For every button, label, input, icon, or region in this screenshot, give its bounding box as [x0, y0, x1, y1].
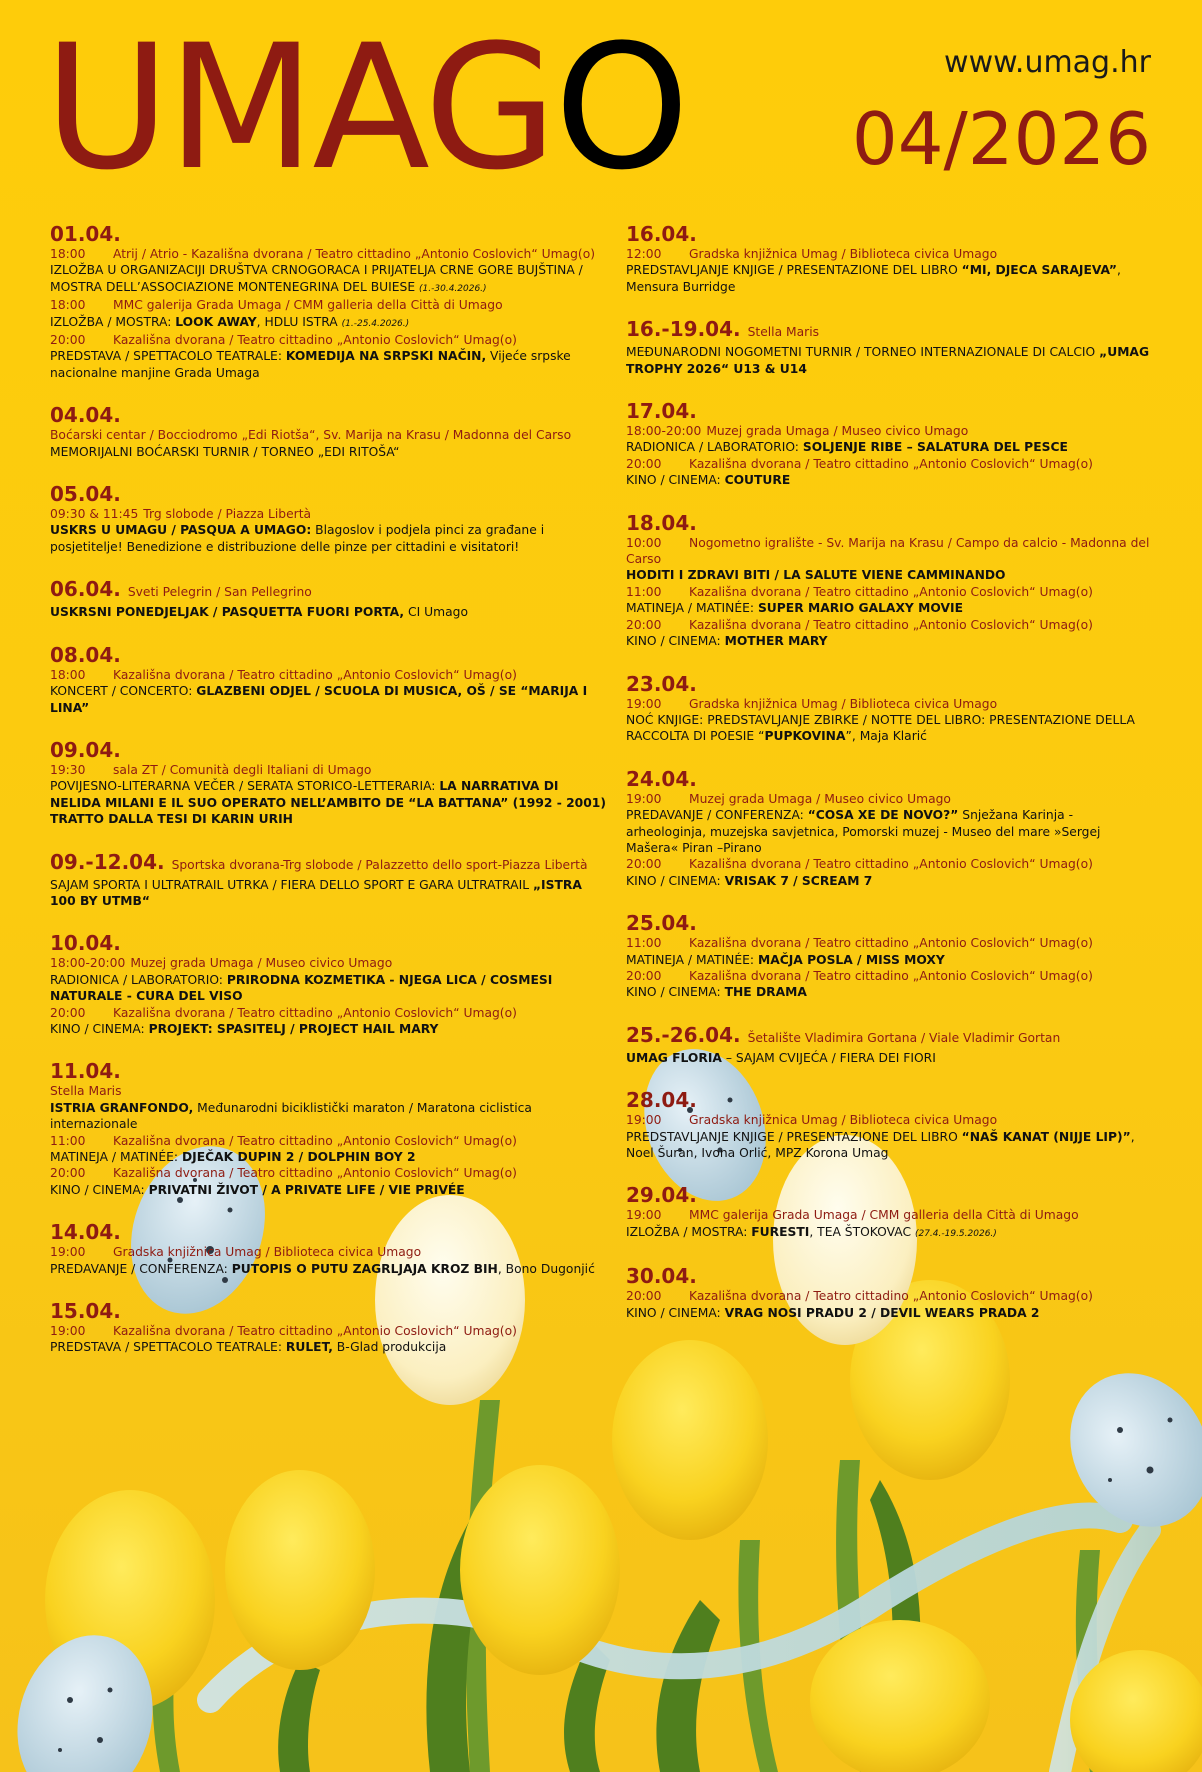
event-time: 11:00	[626, 584, 662, 599]
event-venue: Kazališna dvorana / Teatro cittadino „Antonio Coslovich“ Umag(o)	[113, 1166, 517, 1181]
event-time: 20:00	[50, 333, 86, 348]
event-title: PRIVATNI ŽIVOT / A PRIVATE LIFE / VIE PRIVÉE	[148, 1182, 465, 1197]
event-day	[626, 1088, 1156, 1161]
event-title: PUPKOVINA	[764, 729, 846, 744]
event-text: KINO / CINEMA:	[50, 1182, 149, 1197]
event-text: , Bono Dugonjić	[497, 1261, 595, 1276]
event-time: 11:00	[50, 1133, 86, 1148]
event-date: 16.04.	[626, 222, 697, 246]
event-description	[626, 984, 1156, 1000]
event-day	[626, 511, 1156, 650]
event-day	[626, 399, 1156, 489]
event-title: VRISAK 7 / SCREAM 7	[724, 873, 873, 888]
event-day	[50, 403, 610, 460]
event-text: SAJAM SPORTA I ULTRATRAIL UTRKA / FIERA DELLO SPORT E GARA ULTRATRAIL	[50, 877, 533, 892]
event-day	[50, 482, 610, 555]
event-title: THE DRAMA	[724, 985, 807, 1000]
event-text: MATINEJA / MATINÉE:	[626, 601, 758, 616]
event-day	[50, 1299, 610, 1356]
event-venue: Sveti Pelegrin / San Pellegrino	[127, 585, 312, 600]
event-description	[50, 348, 610, 381]
event-venue: Muzej grada Umaga / Museo civico Umago	[706, 424, 969, 439]
event-title: MOTHER MARY	[724, 634, 828, 649]
event-text: KINO / CINEMA:	[626, 1305, 725, 1320]
event-description	[50, 1339, 610, 1355]
event-venue: Muzej grada Umaga / Museo civico Umago	[689, 791, 951, 806]
event-date-line	[626, 1023, 1156, 1050]
event-title: “NAŠ KANAT (NIJJE LIP)”	[961, 1129, 1131, 1144]
event-text: KINO / CINEMA:	[626, 985, 725, 1000]
event-venue-line	[50, 1244, 610, 1260]
event-time: 20:00	[50, 1166, 86, 1181]
event-text: PREDSTAVA / SPETTACOLO TEATRALE:	[50, 349, 286, 364]
event-venue: Kazališna dvorana / Teatro cittadino „Antonio Coslovich“ Umag(o)	[113, 333, 517, 348]
event-title: COUTURE	[724, 473, 791, 488]
event-date-line	[626, 1264, 1156, 1288]
event-text: KINO / CINEMA:	[626, 473, 725, 488]
event-title: PRIRODNA KOZMETIKA - NJEGA LICA / COSMESI NATURALE - CURA DEL VISO	[50, 972, 553, 1004]
event-title: USKRSNI PONEDJELJAK / PASQUETTA FUORI PORTA,	[50, 605, 405, 620]
event-venue: Kazališna dvorana / Teatro cittadino „Antonio Coslovich“ Umag(o)	[113, 667, 517, 682]
event-time: 20:00	[50, 1005, 86, 1020]
event-text: , HDLU ISTRA	[256, 314, 342, 329]
event-time: 19:00	[626, 1208, 662, 1223]
event-text: MEĐUNARODNI NOGOMETNI TURNIR / TORNEO INTERNAZIONALE DI CALCIO	[626, 345, 1100, 360]
event-venue-line	[50, 955, 610, 971]
event-date-line	[50, 1220, 610, 1244]
event-date-line	[50, 482, 610, 506]
event-title: PUTOPIS O PUTU ZAGRLJAJA KROZ BIH	[231, 1261, 498, 1276]
event-venue-line	[50, 1083, 610, 1099]
event-date: 23.04.	[626, 671, 697, 696]
event-description	[626, 1050, 1156, 1066]
event-title: LA NARRATIVA DI NELIDA MILANI E IL SUO OPERATO NELL’AMBITO DE “LA BATTANA” (1992 - 2001) TRATTO DALLA TESI DI KARIN URIH	[50, 779, 606, 827]
event-description	[626, 567, 1156, 583]
event-venue: Stella Maris	[747, 325, 820, 340]
event-date-line	[626, 672, 1156, 696]
event-day	[626, 1023, 1156, 1066]
event-description	[626, 472, 1156, 488]
website-url[interactable]: www.umag.hr	[944, 45, 1151, 80]
event-time: 20:00	[626, 456, 662, 471]
issue-month: 04/2026	[851, 97, 1151, 181]
event-title: “MI, DJECA SARAJEVA”	[961, 263, 1118, 278]
event-date-line	[50, 643, 610, 667]
event-description	[626, 1224, 1156, 1242]
event-date: 08.04.	[50, 642, 121, 667]
event-title: DJEČAK DUPIN 2 / DOLPHIN BOY 2	[181, 1150, 416, 1164]
event-day	[50, 577, 610, 620]
event-venue: Muzej grada Umaga / Museo civico Umago	[130, 956, 393, 971]
event-date-range: (27.4.-19.5.2026.)	[914, 1228, 997, 1239]
city-title	[44, 7, 687, 208]
event-venue: Gradska knjižnica Umag / Biblioteca civica Umago	[689, 1113, 998, 1128]
event-time: 19:00	[626, 1113, 662, 1128]
event-day	[50, 1220, 610, 1277]
event-day	[626, 317, 1156, 377]
event-title: PROJEKT: SPASITELJ / PROJECT HAIL MARY	[148, 1021, 439, 1036]
event-venue-line	[50, 427, 610, 443]
event-description	[626, 633, 1156, 649]
event-date-line	[50, 1299, 610, 1323]
event-description	[626, 344, 1156, 377]
event-day	[50, 931, 610, 1037]
event-venue: Kazališna dvorana / Teatro cittadino „Antonio Coslovich“ Umag(o)	[689, 617, 1093, 632]
event-text: IZLOŽBA / MOSTRA:	[50, 314, 176, 329]
event-description	[626, 952, 1156, 968]
event-day	[50, 850, 610, 910]
event-venue: MMC galerija Grada Umaga / CMM galleria della Città di Umago	[113, 298, 503, 313]
event-venue-line	[626, 584, 1156, 600]
event-venue-line	[626, 1288, 1156, 1304]
event-description	[50, 778, 610, 827]
event-text: MATINEJA / MATINÉE:	[626, 952, 758, 967]
event-time: 19:00	[626, 696, 662, 711]
event-venue: Stella Maris	[50, 1084, 122, 1099]
event-text: Blagoslov i podjela pinci za građane i posjetitelje! Benedizione e distribuzione delle pinze per cittadini e visitatori!	[50, 523, 545, 554]
event-description	[50, 877, 610, 910]
event-venue-line	[626, 1207, 1156, 1223]
event-date: 01.04.	[50, 222, 121, 246]
event-venue: Šetalište Vladimira Gortana / Viale Vladimir Gortan	[747, 1030, 1061, 1045]
event-venue-line	[50, 1005, 610, 1021]
event-date-line	[50, 222, 610, 246]
event-time: 18:00-20:00	[626, 424, 702, 439]
event-day	[626, 672, 1156, 745]
event-date-range: (1.-30.4.2026.)	[419, 283, 487, 294]
event-venue-line	[626, 246, 1156, 262]
event-text: Vijeće srpske nacionalne manjine Grada Umaga	[50, 349, 571, 380]
event-venue: Kazališna dvorana / Teatro cittadino „Antonio Coslovich“ Umag(o)	[689, 584, 1093, 599]
event-date-line	[50, 931, 610, 955]
event-time: 20:00	[626, 1289, 662, 1304]
event-date: 11.04.	[50, 1059, 121, 1084]
event-title: „UMAG TROPHY 2026“ U13 & U14	[626, 345, 1150, 376]
event-date: 25.04.	[626, 911, 697, 936]
event-text: PREDAVANJE / CONFERENZA:	[626, 808, 808, 823]
event-description	[626, 1129, 1156, 1162]
event-date-line	[50, 850, 610, 877]
event-text: RADIONICA / LABORATORIO:	[50, 972, 227, 987]
event-text: KINO / CINEMA:	[50, 1021, 149, 1036]
event-date-line	[50, 403, 610, 427]
event-date-line	[50, 1059, 610, 1083]
event-text: , TEA ŠTOKOVAC	[809, 1224, 915, 1239]
event-text: PREDSTAVLJANJE KNJIGE / PRESENTAZIONE DEL LIBRO	[626, 1129, 962, 1144]
event-venue: Gradska knjižnica Umag / Biblioteca civica Umago	[689, 247, 998, 261]
event-text: PREDSTAVLJANJE KNJIGE / PRESENTAZIONE DEL LIBRO	[626, 263, 962, 278]
events-column-left	[50, 222, 610, 1378]
event-text: RADIONICA / LABORATORIO:	[626, 440, 803, 455]
event-time: 19:00	[626, 791, 662, 806]
event-venue-line	[50, 762, 610, 778]
event-text: KINO / CINEMA:	[626, 873, 725, 888]
event-venue-line	[50, 297, 610, 313]
event-text: B-Glad produkcija	[332, 1340, 447, 1355]
event-time: 11:00	[626, 936, 662, 951]
event-text: CI Umago	[404, 605, 468, 620]
city-title-last-letter: O	[554, 7, 687, 208]
event-date: 17.04.	[626, 399, 697, 424]
event-time: 19:00	[50, 1324, 86, 1339]
event-venue-line	[626, 696, 1156, 712]
event-date-line	[626, 399, 1156, 423]
event-date: 29.04.	[626, 1183, 697, 1208]
event-day	[50, 1059, 610, 1198]
city-title-main: UMAG	[44, 7, 555, 208]
event-venue-line	[626, 968, 1156, 984]
event-time: 09:30 & 11:45	[50, 507, 139, 522]
event-description	[50, 262, 610, 297]
event-title: USKRS U UMAGU / PASQUA A UMAGO:	[50, 523, 312, 538]
event-description	[50, 444, 610, 460]
event-text: PREDSTAVA / SPETTACOLO TEATRALE:	[50, 1340, 286, 1355]
event-time: 19:00	[50, 1245, 86, 1260]
event-venue: Sportska dvorana-Trg slobode / Palazzetto dello sport-Piazza Libertà	[171, 857, 588, 872]
event-description	[626, 873, 1156, 889]
event-time: 19:30	[50, 762, 86, 777]
event-text: KINO / CINEMA:	[626, 634, 725, 649]
event-day	[626, 911, 1156, 1001]
event-venue: Atrij / Atrio - Kazališna dvorana / Teatro cittadino „Antonio Coslovich“ Umag(o)	[113, 247, 596, 261]
event-venue-line	[50, 1323, 610, 1339]
event-text: MATINEJA / MATINÉE:	[50, 1150, 182, 1164]
event-title: ISTRIA GRANFONDO,	[50, 1100, 194, 1115]
event-text: ”, Maja Klarić	[845, 729, 927, 744]
event-description	[50, 1021, 610, 1037]
event-description	[50, 314, 610, 332]
event-time: 18:00	[50, 298, 86, 313]
event-title: FURESTI	[751, 1224, 810, 1239]
event-venue: Kazališna dvorana / Teatro cittadino „Antonio Coslovich“ Umag(o)	[689, 968, 1093, 983]
event-venue-line	[50, 1133, 610, 1149]
event-text: – SAJAM CVIJEĆA / FIERA DEI FIORI	[721, 1050, 936, 1065]
event-time: 20:00	[626, 968, 662, 983]
event-date: 09.04.	[50, 737, 121, 762]
event-date-line	[626, 767, 1156, 791]
event-title: RULET,	[285, 1340, 333, 1355]
event-venue-line	[50, 1165, 610, 1181]
event-time: 18:00-20:00	[50, 956, 126, 971]
event-text: , Mensura Burridge	[626, 263, 1121, 294]
event-text: NOĆ KNJIGE: PREDSTAVLJANJE ZBIRKE / NOTTE DEL LIBRO: PRESENTAZIONE DELLA RACCOLTA DI POESIE “	[626, 712, 1135, 744]
event-description	[50, 683, 610, 716]
event-date: 14.04.	[50, 1220, 121, 1245]
event-text: IZLOŽBA U ORGANIZACIJI DRUŠTVA CRNOGORACA I PRIJATELJA CRNE GORE BUJŠTINA / MOSTRA DELL’ASSOCIAZIONE MONTENEGRINA DEL BUIESE	[50, 263, 583, 294]
event-venue-line	[626, 856, 1156, 872]
event-venue-line	[626, 1112, 1156, 1128]
event-title: MAČJA POSLA / MISS MOXY	[757, 952, 945, 967]
event-venue: Kazališna dvorana / Teatro cittadino „Antonio Coslovich“ Umag(o)	[113, 1005, 517, 1020]
event-date: 04.04.	[50, 403, 121, 428]
event-time: 12:00	[626, 247, 662, 261]
event-title: LOOK AWAY	[175, 314, 257, 329]
event-title: „ISTRA 100 BY UTMB“	[50, 877, 582, 908]
event-time: 18:00	[50, 667, 86, 682]
event-description	[626, 439, 1156, 455]
event-date: 25.-26.04.	[626, 1022, 741, 1047]
event-venue-line	[50, 332, 610, 348]
event-venue-line	[626, 791, 1156, 807]
event-venue: Kazališna dvorana / Teatro cittadino „Antonio Coslovich“ Umag(o)	[113, 1324, 517, 1339]
event-venue: Boćarski centar / Bocciodromo „Edi Riotša“, Sv. Marija na Krasu / Madonna del Carso	[50, 428, 572, 443]
event-title: SUPER MARIO GALAXY MOVIE	[757, 601, 963, 616]
event-date-range: (1.-25.4.2026.)	[341, 318, 410, 329]
event-text: Snježana Karinja - arheologinja, muzejska savjetnica, Pomorski muzej - Museo del mare »Sergej Mašera« Piran –Pirano	[626, 808, 1101, 855]
event-day	[626, 767, 1156, 889]
event-venue-line	[50, 506, 610, 522]
event-title: “COSA XE DE NOVO?”	[807, 808, 959, 823]
event-time: 18:00	[50, 247, 86, 261]
event-description	[50, 1149, 610, 1165]
event-date: 10.04.	[50, 931, 121, 956]
event-date: 15.04.	[50, 1299, 121, 1324]
event-venue: Kazališna dvorana / Teatro cittadino „Antonio Coslovich“ Umag(o)	[689, 936, 1093, 951]
event-date-line	[626, 1183, 1156, 1207]
event-day	[50, 738, 610, 828]
event-date: 06.04.	[50, 577, 121, 602]
event-date: 09.-12.04.	[50, 849, 165, 874]
event-title: UMAG FLORIA	[626, 1050, 722, 1065]
event-title: KOMEDIJA NA SRPSKI NAČIN,	[285, 349, 487, 364]
event-description	[50, 522, 610, 555]
event-venue: Gradska knjižnica Umag / Biblioteca civica Umago	[113, 1245, 422, 1260]
event-venue-line	[626, 617, 1156, 633]
event-day	[50, 643, 610, 716]
event-text: POVIJESNO-LITERARNA VEČER / SERATA STORICO-LETTERARIA:	[50, 779, 440, 794]
event-description	[626, 1305, 1156, 1321]
event-date-line	[626, 511, 1156, 535]
event-venue: sala ZT / Comunità degli Italiani di Umago	[113, 762, 372, 777]
event-date: 30.04.	[626, 1264, 697, 1289]
event-text: IZLOŽBA / MOSTRA:	[626, 1224, 752, 1239]
event-text: MEMORIJALNI BOĆARSKI TURNIR / TORNEO „EDI RITOŠA“	[50, 444, 400, 459]
event-date: 28.04.	[626, 1088, 697, 1113]
event-description	[50, 604, 610, 620]
event-venue: Trg slobode / Piazza Libertà	[143, 507, 312, 522]
event-day	[626, 1264, 1156, 1321]
event-venue: Nogometno igralište - Sv. Marija na Krasu / Campo da calcio - Madonna del Carso	[626, 535, 1150, 567]
event-date-line	[626, 222, 1156, 246]
event-description	[626, 600, 1156, 616]
event-time: 20:00	[626, 857, 662, 872]
event-text: PREDAVANJE / CONFERENZA:	[50, 1261, 232, 1276]
event-title: HODITI I ZDRAVI BITI / LA SALUTE VIENE CAMMINANDO	[626, 568, 1006, 583]
event-day	[626, 222, 1156, 295]
event-venue: Kazališna dvorana / Teatro cittadino „Antonio Coslovich“ Umag(o)	[113, 1133, 517, 1148]
event-date-line	[626, 911, 1156, 935]
event-date: 18.04.	[626, 510, 697, 535]
event-venue-line	[626, 535, 1156, 568]
event-venue: Kazališna dvorana / Teatro cittadino „Antonio Coslovich“ Umag(o)	[689, 1289, 1093, 1304]
event-day	[626, 1183, 1156, 1242]
event-description	[50, 972, 610, 1005]
event-date: 05.04.	[50, 482, 121, 507]
event-text: , Noel Šuran, Ivona Orlić, MPZ Korona Umag	[626, 1129, 1135, 1160]
event-date: 16.-19.04.	[626, 317, 741, 342]
event-venue: Kazališna dvorana / Teatro cittadino „Antonio Coslovich“ Umag(o)	[689, 456, 1093, 471]
event-title: VRAG NOSI PRADU 2 / DEVIL WEARS PRADA 2	[724, 1305, 1040, 1320]
events-column-right	[626, 222, 1156, 1343]
event-venue: Gradska knjižnica Umag / Biblioteca civica Umago	[689, 696, 998, 711]
event-title: GLAZBENI ODJEL / SCUOLA DI MUSICA, OŠ / SE “MARIJA I LINA”	[50, 684, 588, 715]
event-venue-line	[626, 423, 1156, 439]
event-description	[50, 1261, 610, 1277]
event-description	[626, 807, 1156, 856]
event-description	[50, 1182, 610, 1198]
event-venue-line	[626, 935, 1156, 951]
event-text: KONCERT / CONCERTO:	[50, 684, 197, 699]
event-text: Međunarodni biciklistički maraton / Maratona ciclistica internazionale	[50, 1100, 532, 1132]
event-day	[50, 222, 610, 381]
event-time: 20:00	[626, 617, 662, 632]
event-venue: Kazališna dvorana / Teatro cittadino „Antonio Coslovich“ Umag(o)	[689, 857, 1093, 872]
event-date-line	[50, 738, 610, 762]
event-venue: MMC galerija Grada Umaga / CMM galleria della Città di Umago	[689, 1208, 1079, 1223]
event-description	[626, 712, 1156, 745]
event-time: 10:00	[626, 535, 662, 550]
event-title: SOLJENJE RIBE – SALATURA DEL PESCE	[802, 440, 1068, 455]
event-date-line	[626, 1088, 1156, 1112]
event-date: 24.04.	[626, 766, 697, 791]
event-venue-line	[626, 456, 1156, 472]
event-venue-line	[50, 667, 610, 683]
event-description	[50, 1100, 610, 1133]
event-venue-line	[50, 246, 610, 262]
event-date-line	[626, 317, 1156, 344]
event-description	[626, 262, 1156, 295]
event-date-line	[50, 577, 610, 604]
